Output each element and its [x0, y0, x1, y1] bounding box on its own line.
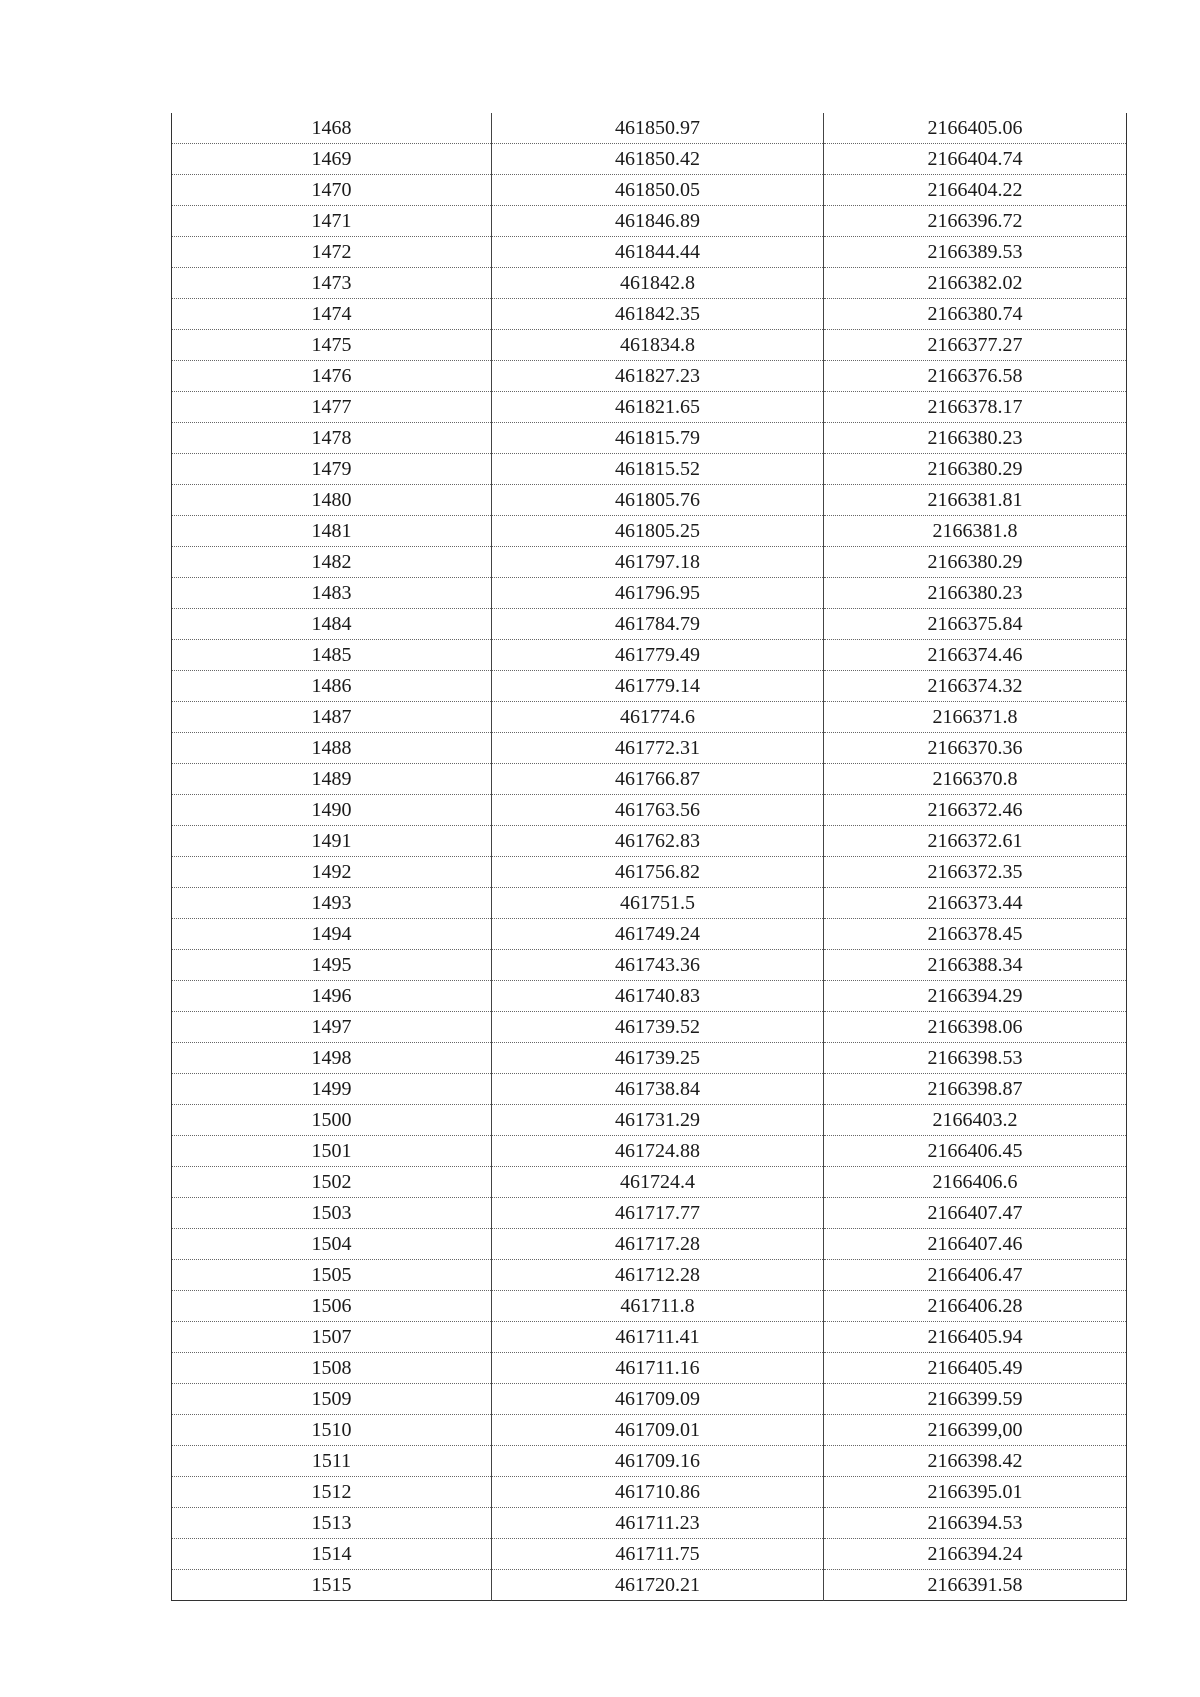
point-number-cell: 1511 [172, 1446, 492, 1477]
table-row [172, 609, 1127, 640]
table-row [172, 392, 1127, 423]
y-coordinate-cell: 2166373.44 [824, 888, 1127, 919]
point-number-cell: 1478 [172, 423, 492, 454]
table-row [172, 1353, 1127, 1384]
point-number-cell: 1507 [172, 1322, 492, 1353]
table-row [172, 516, 1127, 547]
point-number-cell: 1495 [172, 950, 492, 981]
y-coordinate-cell: 2166398.42 [824, 1446, 1127, 1477]
y-coordinate-cell: 2166374.46 [824, 640, 1127, 671]
y-coordinate-cell: 2166380.29 [824, 547, 1127, 578]
point-number-cell: 1504 [172, 1229, 492, 1260]
y-coordinate-cell: 2166374.32 [824, 671, 1127, 702]
x-coordinate-cell: 461805.25 [492, 516, 824, 547]
y-coordinate-cell: 2166405.06 [824, 113, 1127, 144]
table-row [172, 423, 1127, 454]
x-coordinate-cell: 461709.01 [492, 1415, 824, 1446]
y-coordinate-cell: 2166370.8 [824, 764, 1127, 795]
y-coordinate-cell: 2166377.27 [824, 330, 1127, 361]
point-number-cell: 1481 [172, 516, 492, 547]
x-coordinate-cell: 461850.97 [492, 113, 824, 144]
x-coordinate-cell: 461711.8 [492, 1291, 824, 1322]
y-coordinate-cell: 2166398.87 [824, 1074, 1127, 1105]
point-number-cell: 1474 [172, 299, 492, 330]
y-coordinate-cell: 2166372.46 [824, 795, 1127, 826]
point-number-cell: 1506 [172, 1291, 492, 1322]
table-row [172, 206, 1127, 237]
y-coordinate-cell: 2166404.74 [824, 144, 1127, 175]
point-number-cell: 1515 [172, 1570, 492, 1601]
y-coordinate-cell: 2166370.36 [824, 733, 1127, 764]
table-row [172, 237, 1127, 268]
table-row [172, 1477, 1127, 1508]
x-coordinate-cell: 461711.16 [492, 1353, 824, 1384]
y-coordinate-cell: 2166380.23 [824, 423, 1127, 454]
table-row [172, 1322, 1127, 1353]
x-coordinate-cell: 461821.65 [492, 392, 824, 423]
table-row [172, 1539, 1127, 1570]
y-coordinate-cell: 2166405.94 [824, 1322, 1127, 1353]
point-number-cell: 1502 [172, 1167, 492, 1198]
table-row [172, 1260, 1127, 1291]
x-coordinate-cell: 461844.44 [492, 237, 824, 268]
y-coordinate-cell: 2166398.53 [824, 1043, 1127, 1074]
x-coordinate-cell: 461739.52 [492, 1012, 824, 1043]
point-number-cell: 1484 [172, 609, 492, 640]
x-coordinate-cell: 461846.89 [492, 206, 824, 237]
x-coordinate-cell: 461740.83 [492, 981, 824, 1012]
table-row [172, 671, 1127, 702]
point-number-cell: 1488 [172, 733, 492, 764]
y-coordinate-cell: 2166399.59 [824, 1384, 1127, 1415]
table-row [172, 547, 1127, 578]
x-coordinate-cell: 461850.05 [492, 175, 824, 206]
coordinates-table [171, 113, 1127, 1601]
table-row [172, 485, 1127, 516]
point-number-cell: 1473 [172, 268, 492, 299]
x-coordinate-cell: 461842.8 [492, 268, 824, 299]
point-number-cell: 1477 [172, 392, 492, 423]
y-coordinate-cell: 2166398.06 [824, 1012, 1127, 1043]
y-coordinate-cell: 2166372.61 [824, 826, 1127, 857]
point-number-cell: 1472 [172, 237, 492, 268]
x-coordinate-cell: 461763.56 [492, 795, 824, 826]
table-row [172, 113, 1127, 144]
point-number-cell: 1483 [172, 578, 492, 609]
point-number-cell: 1498 [172, 1043, 492, 1074]
point-number-cell: 1505 [172, 1260, 492, 1291]
point-number-cell: 1480 [172, 485, 492, 516]
point-number-cell: 1496 [172, 981, 492, 1012]
point-number-cell: 1487 [172, 702, 492, 733]
y-coordinate-cell: 2166407.46 [824, 1229, 1127, 1260]
x-coordinate-cell: 461842.35 [492, 299, 824, 330]
y-coordinate-cell: 2166404.22 [824, 175, 1127, 206]
point-number-cell: 1503 [172, 1198, 492, 1229]
y-coordinate-cell: 2166375.84 [824, 609, 1127, 640]
table-row [172, 1384, 1127, 1415]
y-coordinate-cell: 2166395.01 [824, 1477, 1127, 1508]
y-coordinate-cell: 2166405.49 [824, 1353, 1127, 1384]
y-coordinate-cell: 2166399,00 [824, 1415, 1127, 1446]
table-row [172, 826, 1127, 857]
y-coordinate-cell: 2166389.53 [824, 237, 1127, 268]
x-coordinate-cell: 461717.28 [492, 1229, 824, 1260]
y-coordinate-cell: 2166372.35 [824, 857, 1127, 888]
y-coordinate-cell: 2166378.17 [824, 392, 1127, 423]
point-number-cell: 1471 [172, 206, 492, 237]
point-number-cell: 1497 [172, 1012, 492, 1043]
table-row [172, 299, 1127, 330]
table-row [172, 1229, 1127, 1260]
point-number-cell: 1490 [172, 795, 492, 826]
point-number-cell: 1508 [172, 1353, 492, 1384]
point-number-cell: 1494 [172, 919, 492, 950]
table-row [172, 1105, 1127, 1136]
x-coordinate-cell: 461779.49 [492, 640, 824, 671]
table-row [172, 1291, 1127, 1322]
table-row [172, 454, 1127, 485]
table-row [172, 795, 1127, 826]
x-coordinate-cell: 461827.23 [492, 361, 824, 392]
x-coordinate-cell: 461774.6 [492, 702, 824, 733]
y-coordinate-cell: 2166394.53 [824, 1508, 1127, 1539]
x-coordinate-cell: 461772.31 [492, 733, 824, 764]
x-coordinate-cell: 461711.75 [492, 1539, 824, 1570]
x-coordinate-cell: 461717.77 [492, 1198, 824, 1229]
table-row [172, 578, 1127, 609]
x-coordinate-cell: 461805.76 [492, 485, 824, 516]
point-number-cell: 1491 [172, 826, 492, 857]
x-coordinate-cell: 461850.42 [492, 144, 824, 175]
x-coordinate-cell: 461731.29 [492, 1105, 824, 1136]
x-coordinate-cell: 461834.8 [492, 330, 824, 361]
x-coordinate-cell: 461749.24 [492, 919, 824, 950]
y-coordinate-cell: 2166381.81 [824, 485, 1127, 516]
table-row [172, 1074, 1127, 1105]
x-coordinate-cell: 461709.09 [492, 1384, 824, 1415]
x-coordinate-cell: 461709.16 [492, 1446, 824, 1477]
x-coordinate-cell: 461815.52 [492, 454, 824, 485]
y-coordinate-cell: 2166388.34 [824, 950, 1127, 981]
table-row [172, 1167, 1127, 1198]
point-number-cell: 1482 [172, 547, 492, 578]
point-number-cell: 1509 [172, 1384, 492, 1415]
x-coordinate-cell: 461711.41 [492, 1322, 824, 1353]
x-coordinate-cell: 461796.95 [492, 578, 824, 609]
x-coordinate-cell: 461724.4 [492, 1167, 824, 1198]
point-number-cell: 1469 [172, 144, 492, 175]
table-row [172, 361, 1127, 392]
point-number-cell: 1512 [172, 1477, 492, 1508]
x-coordinate-cell: 461720.21 [492, 1570, 824, 1601]
y-coordinate-cell: 2166391.58 [824, 1570, 1127, 1601]
y-coordinate-cell: 2166396.72 [824, 206, 1127, 237]
y-coordinate-cell: 2166394.24 [824, 1539, 1127, 1570]
table-row [172, 919, 1127, 950]
y-coordinate-cell: 2166406.45 [824, 1136, 1127, 1167]
table-row [172, 733, 1127, 764]
point-number-cell: 1492 [172, 857, 492, 888]
x-coordinate-cell: 461784.79 [492, 609, 824, 640]
x-coordinate-cell: 461756.82 [492, 857, 824, 888]
point-number-cell: 1500 [172, 1105, 492, 1136]
y-coordinate-cell: 2166394.29 [824, 981, 1127, 1012]
point-number-cell: 1470 [172, 175, 492, 206]
table-row [172, 1136, 1127, 1167]
point-number-cell: 1510 [172, 1415, 492, 1446]
table-row [172, 1508, 1127, 1539]
point-number-cell: 1468 [311, 117, 352, 139]
x-coordinate-cell: 461724.88 [492, 1136, 824, 1167]
x-coordinate-cell: 461739.25 [492, 1043, 824, 1074]
table-row [172, 1446, 1127, 1477]
table-row [172, 1570, 1127, 1601]
table-row [172, 764, 1127, 795]
x-coordinate-cell: 461762.83 [492, 826, 824, 857]
table-row [172, 1012, 1127, 1043]
x-coordinate-cell: 461751.5 [492, 888, 824, 919]
x-coordinate-cell: 461711.23 [492, 1508, 824, 1539]
x-coordinate-cell: 461712.28 [492, 1260, 824, 1291]
point-number-cell: 1493 [172, 888, 492, 919]
x-coordinate-cell: 461797.18 [492, 547, 824, 578]
x-coordinate-cell: 461743.36 [492, 950, 824, 981]
y-coordinate-cell: 2166380.23 [824, 578, 1127, 609]
y-coordinate-cell: 2166406.47 [824, 1260, 1127, 1291]
table-row [172, 1043, 1127, 1074]
point-number-cell: 1501 [172, 1136, 492, 1167]
table-row [172, 1415, 1127, 1446]
point-number-cell: 1476 [172, 361, 492, 392]
x-coordinate-cell: 461766.87 [492, 764, 824, 795]
point-number-cell: 1479 [172, 454, 492, 485]
coordinates-table-body [172, 113, 1127, 1601]
point-number-cell: 1513 [172, 1508, 492, 1539]
point-number-cell: 1485 [172, 640, 492, 671]
table-row [172, 268, 1127, 299]
y-coordinate-cell: 2166406.6 [824, 1167, 1127, 1198]
y-coordinate-cell: 2166380.74 [824, 299, 1127, 330]
table-row [172, 640, 1127, 671]
y-coordinate-cell: 2166378.45 [824, 919, 1127, 950]
table-row [172, 702, 1127, 733]
table-row [172, 950, 1127, 981]
table-row [172, 175, 1127, 206]
x-coordinate-cell: 461710.86 [492, 1477, 824, 1508]
point-number-cell: 1486 [172, 671, 492, 702]
point-number-cell: 1475 [172, 330, 492, 361]
x-coordinate-cell: 461779.14 [492, 671, 824, 702]
point-number-cell: 1499 [172, 1074, 492, 1105]
table-row [172, 981, 1127, 1012]
point-number-cell: 1514 [172, 1539, 492, 1570]
x-coordinate-cell: 461815.79 [492, 423, 824, 454]
table-row [172, 144, 1127, 175]
table-row [172, 888, 1127, 919]
y-coordinate-cell: 2166382.02 [824, 268, 1127, 299]
table-row [172, 857, 1127, 888]
y-coordinate-cell: 2166406.28 [824, 1291, 1127, 1322]
y-coordinate-cell: 2166403.2 [824, 1105, 1127, 1136]
y-coordinate-cell: 2166407.47 [824, 1198, 1127, 1229]
x-coordinate-cell: 461738.84 [492, 1074, 824, 1105]
y-coordinate-cell: 2166371.8 [824, 702, 1127, 733]
y-coordinate-cell: 2166376.58 [824, 361, 1127, 392]
y-coordinate-cell: 2166380.29 [824, 454, 1127, 485]
y-coordinate-cell: 2166381.8 [824, 516, 1127, 547]
point-number-cell: 1489 [172, 764, 492, 795]
table-row [172, 330, 1127, 361]
table-row [172, 1198, 1127, 1229]
